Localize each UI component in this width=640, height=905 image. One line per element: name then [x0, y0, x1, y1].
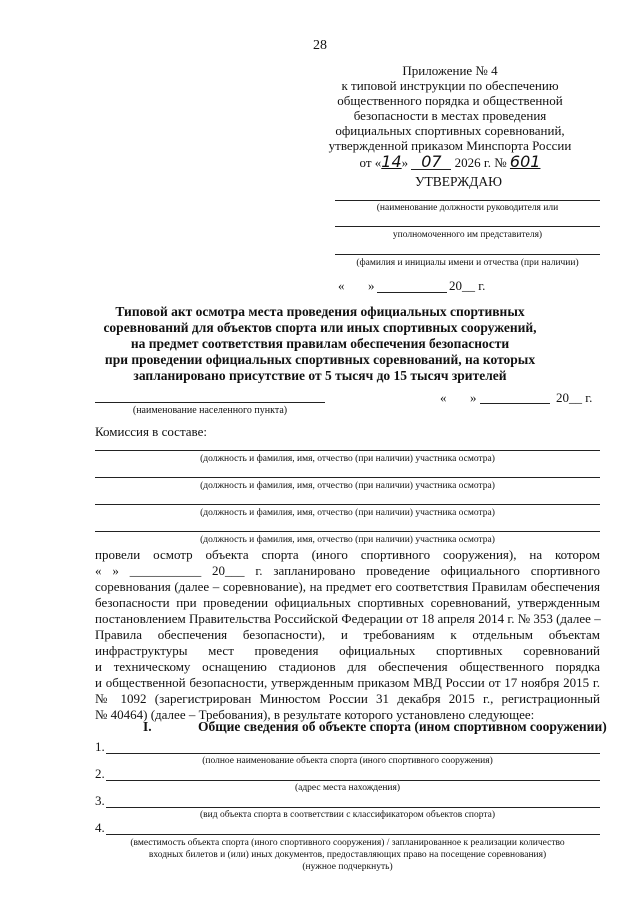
- item-number: 2.: [95, 766, 105, 781]
- item-line-4: [106, 834, 600, 835]
- document-title: [60, 304, 580, 384]
- place-date-line: [480, 403, 550, 404]
- place-caption: (наименование населенного пункта): [132, 405, 288, 416]
- place-date-open: «: [440, 390, 447, 405]
- member-caption-1: (должность и фамилия, имя, отчество (при наличии) участника осмотра): [200, 454, 495, 464]
- approve-caption-2: уполномоченного им представителя): [392, 230, 543, 240]
- item-caption-line: (вместимость объекта спорта (иного спортивного сооружения) / запланированное к реализации количество: [130, 838, 565, 848]
- appendix-date-line: [300, 154, 600, 170]
- item-caption-line: входных билетов и (или) иных документов, предоставляющих право на посещение соревнования): [148, 850, 547, 860]
- approve-date-close: »: [368, 278, 375, 293]
- title-line: Типовой акт осмотра места проведения официальных спортивных: [115, 304, 525, 319]
- place-line: [95, 402, 325, 403]
- appendix-line: к типовой инструкции по обеспечению: [341, 78, 559, 93]
- member-line-1: [95, 450, 600, 451]
- appendix-line: официальных спортивных соревнований,: [335, 123, 565, 138]
- signature-line-2: [335, 226, 600, 227]
- paragraph-line: № 1092 (зарегистрирован Минюстом России 31 декабря 2015 г., регистрационный: [95, 691, 600, 706]
- commission-label: Комиссия в составе:: [95, 424, 207, 439]
- member-caption-4: (должность и фамилия, имя, отчество (при наличии) участника осмотра): [200, 535, 495, 545]
- item-number: 3.: [95, 793, 105, 808]
- place-date-year: 20__ г.: [556, 390, 593, 405]
- member-caption-2: (должность и фамилия, имя, отчество (при наличии) участника осмотра): [200, 481, 495, 491]
- title-line: при проведении официальных спортивных соревнований, на которых: [104, 352, 536, 367]
- paragraph-line: инфраструктуры мест проведения официальных спортивных соревнований: [95, 643, 600, 658]
- date-mid: »: [401, 155, 409, 170]
- member-caption-3: (должность и фамилия, имя, отчество (при наличии) участника осмотра): [200, 508, 495, 518]
- appendix-line: безопасности в местах проведения: [353, 108, 547, 123]
- paragraph-line: и общественной безопасности, утвержденным приказом МВД России от 17 ноября 2015 г.: [95, 675, 600, 690]
- signature-line-1: [335, 200, 600, 201]
- place-date-close: »: [470, 390, 477, 405]
- paragraph-line: соревнования (далее – соревнование), на предмет его соответствия Правилам обеспечения: [95, 579, 600, 594]
- appendix-block: [300, 63, 600, 170]
- item-caption-4: [95, 837, 600, 873]
- approve-heading: УТВЕРЖДАЮ: [415, 174, 503, 189]
- date-prefix: от «: [359, 155, 382, 170]
- approve-caption-1: (наименование должности руководителя или: [376, 203, 559, 213]
- appendix-line: утвержденной приказом Минспорта России: [328, 138, 572, 153]
- paragraph-line: « » ___________ 20___ г. запланировано проведение официального спортивного: [95, 563, 600, 578]
- title-line: соревнований для объектов спорта или иных спортивных сооружений,: [103, 320, 537, 335]
- paragraph-line: провели осмотр объекта спорта (иного спортивного сооружения), на котором: [95, 547, 600, 562]
- title-line: на предмет соответствия правилам обеспечения безопасности: [130, 336, 510, 351]
- item-caption-1: (полное наименование объекта спорта (иного спортивного сооружения): [202, 756, 493, 766]
- title-line: запланировано присутствие от 5 тысяч до 15 тысяч зрителей: [133, 368, 507, 383]
- item-line-3: [106, 807, 600, 808]
- body-paragraph: [95, 547, 600, 723]
- member-line-2: [95, 477, 600, 478]
- approve-date-year: 20__ г.: [449, 278, 486, 293]
- approve-caption-3: (фамилия и инициалы имени и отчества (при наличии): [356, 258, 579, 268]
- paragraph-line: № 40464) (далее – Требования), в результате которого установлено следующее:: [95, 707, 535, 722]
- paragraph-line: безопасности при проведении официальных спортивных соревнований, утвержденным: [95, 595, 600, 610]
- item-caption-2: (адрес места нахождения): [294, 783, 401, 793]
- item-line-1: [106, 753, 600, 754]
- handwritten-day: 14: [381, 152, 402, 171]
- item-line-2: [106, 780, 600, 781]
- paragraph-line: и техническому оснащению стадионов для обеспечения общественного порядка: [95, 659, 600, 674]
- approve-date-line: [377, 292, 447, 293]
- item-number: 1.: [95, 739, 105, 754]
- member-line-3: [95, 504, 600, 505]
- page-number: 28: [313, 38, 327, 53]
- item-number: 4.: [95, 820, 105, 835]
- year-text: 2026 г. №: [454, 155, 507, 170]
- item-caption-line: (нужное подчеркнуть): [302, 862, 393, 872]
- handwritten-order-number: 601: [509, 152, 541, 171]
- handwritten-month: 07: [411, 154, 451, 170]
- approve-date-open: «: [338, 278, 345, 293]
- item-caption-3: (вид объекта спорта в соответствии с классификатором объектов спорта): [200, 810, 495, 820]
- signature-line-3: [335, 254, 600, 255]
- section-number: I.: [143, 719, 152, 734]
- member-line-4: [95, 531, 600, 532]
- paragraph-line: постановлением Правительства Российской Федерации от 18 апреля 2014 г. № 353 (далее –: [95, 611, 601, 626]
- appendix-line: общественного порядка и общественной: [337, 93, 563, 108]
- paragraph-line: Правила обеспечения безопасности), и требованиям к отдельным объектам: [95, 627, 600, 642]
- appendix-line: Приложение № 4: [402, 63, 498, 78]
- section-title: Общие сведения об объекте спорта (ином спортивном сооружении): [198, 719, 607, 734]
